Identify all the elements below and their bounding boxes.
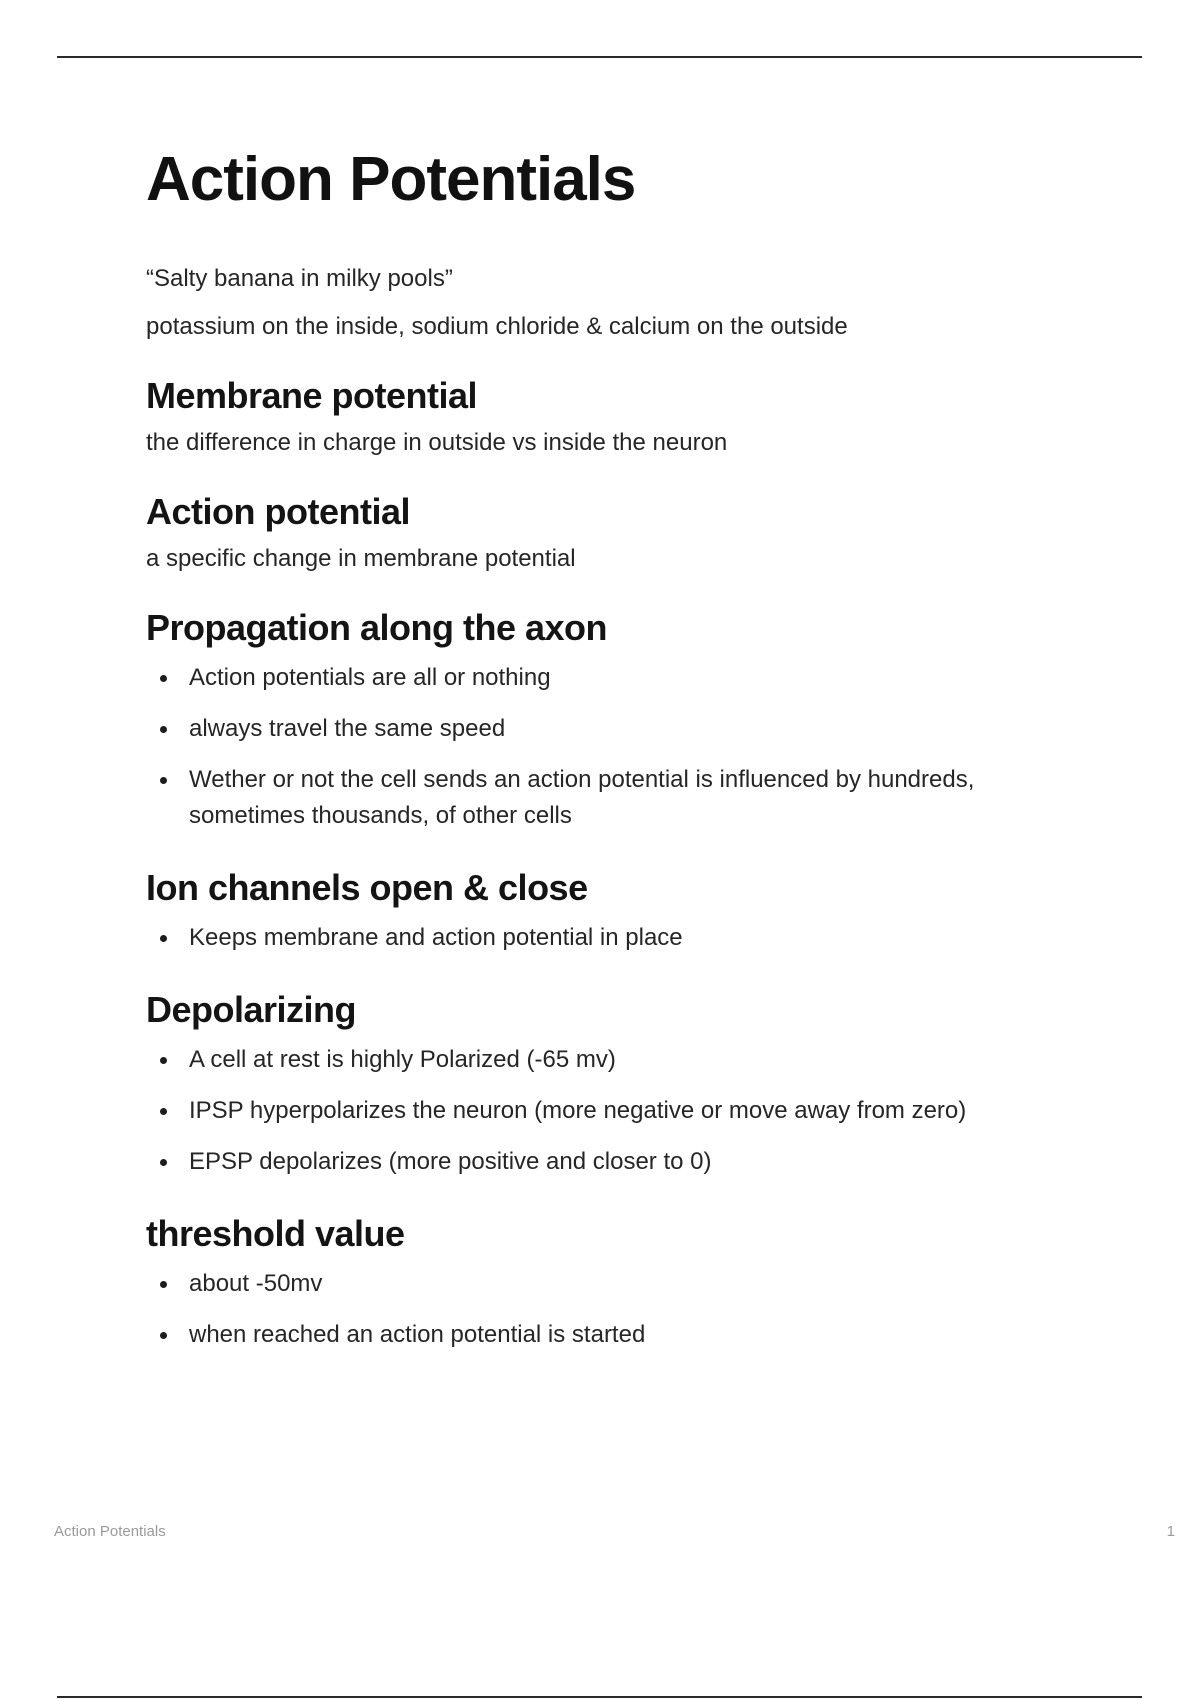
page-title: Action Potentials [146, 145, 636, 214]
bullet-list [146, 1266, 1086, 1353]
section-threshold-value [146, 1212, 1086, 1353]
bullet-icon [160, 1281, 167, 1288]
footer-page-number: 1 [1166, 1523, 1175, 1540]
bullet-list [146, 660, 1086, 834]
list-item-text: about -50mv [189, 1270, 323, 1297]
list-item-text: when reached an action potential is started [189, 1321, 646, 1348]
intro-quote: “Salty banana in milky pools” [146, 265, 453, 292]
list-item [146, 920, 1086, 956]
list-item-text: IPSP hyperpolarizes the neuron (more negative or move away from zero) [189, 1097, 967, 1124]
footer-document-name: Action Potentials [54, 1523, 166, 1540]
bullet-icon [160, 1057, 167, 1064]
bullet-icon [160, 675, 167, 682]
document-body [146, 140, 1086, 1353]
list-item-text: Wether or not the cell sends an action potential is influenced by hundreds, sometimes thousands, of other cells [189, 766, 975, 829]
section-text: the difference in charge in outside vs inside the neuron [146, 429, 728, 456]
list-item [146, 1144, 1086, 1180]
section-heading: threshold value [146, 1213, 405, 1254]
top-divider [57, 56, 1142, 58]
section-action-potential [146, 490, 1086, 574]
bullet-list [146, 920, 1086, 956]
bullet-icon [160, 1332, 167, 1339]
section-heading: Membrane potential [146, 375, 478, 416]
bottom-divider [57, 1696, 1142, 1698]
list-item [146, 711, 1086, 747]
bullet-icon [160, 1108, 167, 1115]
list-item-text: A cell at rest is highly Polarized (-65 mv) [189, 1046, 616, 1073]
section-propagation [146, 606, 1086, 834]
intro-text: potassium on the inside, sodium chloride & calcium on the outside [146, 313, 848, 340]
list-item [146, 660, 1086, 696]
bullet-icon [160, 935, 167, 942]
list-item [146, 762, 1086, 834]
list-item [146, 1266, 1086, 1302]
bullet-list [146, 1042, 1086, 1180]
list-item [146, 1042, 1086, 1078]
bullet-icon [160, 726, 167, 733]
list-item [146, 1317, 1086, 1353]
section-heading: Depolarizing [146, 989, 357, 1030]
bullet-icon [160, 1159, 167, 1166]
list-item-text: always travel the same speed [189, 715, 506, 742]
section-ion-channels [146, 866, 1086, 956]
list-item-text: Keeps membrane and action potential in place [189, 924, 683, 951]
section-depolarizing [146, 988, 1086, 1180]
list-item [146, 1093, 1086, 1129]
section-heading: Propagation along the axon [146, 607, 608, 648]
section-membrane-potential [146, 374, 1086, 458]
section-heading: Action potential [146, 491, 410, 532]
bullet-icon [160, 777, 167, 784]
section-heading: Ion channels open & close [146, 867, 588, 908]
list-item-text: Action potentials are all or nothing [189, 664, 551, 691]
section-text: a specific change in membrane potential [146, 545, 576, 572]
list-item-text: EPSP depolarizes (more positive and closer to 0) [189, 1148, 712, 1175]
